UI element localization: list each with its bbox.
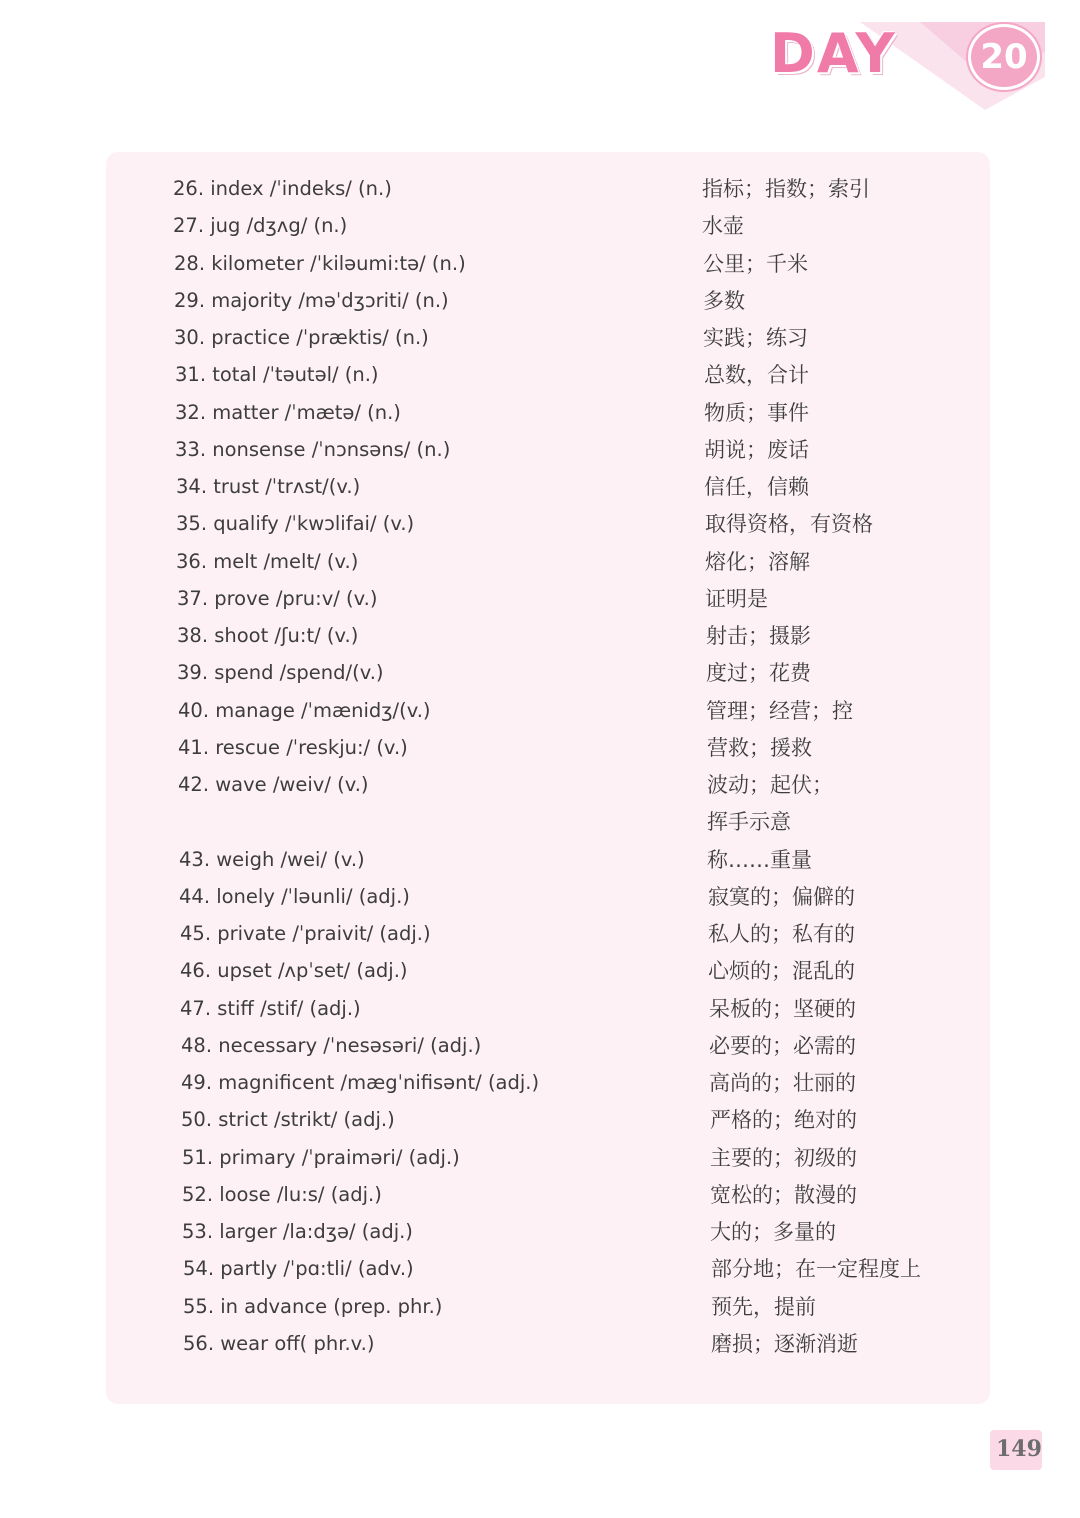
word-entry: 40. manage /ˈmænidʒ/(v.) [178,698,431,722]
word-entry: 38. shoot /ʃu:t/ (v.) [177,624,359,647]
day-number-badge: 20 [968,24,1040,90]
word-meaning: 严格的；绝对的 [710,1108,857,1133]
word-meaning: 预先，提前 [711,1294,816,1319]
word-meaning: 主要的；初级的 [710,1145,857,1170]
list-item [0,211,1080,241]
word-entry: 55. in advance (prep. phr.) [183,1294,443,1318]
list-item [0,286,1080,316]
page-number: 149 [996,1436,1042,1462]
word-meaning: 部分地；在一定程度上 [711,1257,921,1282]
word-meaning: 多数 [703,288,745,313]
word-meaning: 信任，信赖 [704,475,809,499]
list-item [0,509,1080,539]
word-entry: 52. loose /lu:s/ (adj.) [182,1182,382,1206]
word-meaning: 证明是 [705,586,768,611]
list-item [0,435,1080,465]
list-item [0,919,1080,949]
word-entry: 37. prove /pru:v/ (v.) [177,586,378,610]
list-item [0,1329,1080,1359]
word-entry: 39. spend /spend/(v.) [177,661,384,685]
word-meaning: 射击；摄影 [706,624,811,648]
list-item [0,1180,1080,1210]
word-meaning: 胡说；废话 [704,437,809,462]
word-meaning: 公里；千米 [703,251,808,276]
word-meaning: 大的；多量的 [710,1220,836,1244]
word-entry: 31. total /ˈtəutəl/ (n.) [175,363,379,387]
word-meaning: 磨损；逐渐消逝 [711,1331,858,1356]
list-item [0,584,1080,614]
word-entry: 27. jug /dʒʌg/ (n.) [173,214,348,238]
word-entry: 26. index /ˈindeks/ (n.) [173,177,392,200]
word-entry: 50. strict /strikt/ (adj.) [181,1108,395,1132]
word-entry: 48. necessary /ˈnesəsəri/ (adj.) [181,1033,482,1057]
word-meaning: 取得资格，有资格 [705,512,873,537]
word-meaning: 波动；起伏； [707,773,833,797]
word-meaning: 高尚的；壮丽的 [709,1071,856,1095]
word-meaning: 度过；花费 [706,661,811,686]
list-item [0,1292,1080,1322]
word-entry: 44. lonely /ˈləunli/ (adj.) [179,884,410,908]
list-item [0,547,1080,577]
word-entry: 33. nonsense /ˈnɔnsəns/ (n.) [175,437,451,461]
word-entry: 28. kilometer /ˈkiləumi:tə/ (n.) [174,251,466,275]
word-entry: 41. rescue /ˈreskju:/ (v.) [178,735,408,759]
word-meaning: 熔化；溶解 [705,549,810,574]
word-meaning: 寂寞的；偏僻的 [708,884,855,909]
list-item [0,1254,1080,1284]
word-meaning: 营救；援救 [707,735,812,760]
list-item [0,658,1080,688]
word-entry: 46. upset /ʌpˈset/ (adj.) [180,959,408,983]
word-meaning: 指标；指数；索引 [702,177,870,201]
list-item [0,1105,1080,1135]
list-item [0,1068,1080,1098]
word-meaning: 心烦的；混乱的 [708,959,855,984]
list-item [0,174,1080,204]
list-item [0,770,1080,800]
word-entry: 30. practice /ˈpræktis/ (n.) [174,326,429,349]
word-entry: 42. wave /weiv/ (v.) [178,773,369,796]
word-meaning: 私人的；私有的 [708,922,855,946]
list-item [0,323,1080,353]
word-entry: 56. wear off( phr.v.) [183,1331,375,1355]
list-item [0,956,1080,986]
word-meaning: 呆板的；坚硬的 [709,996,856,1021]
word-entry: 43. weigh /wei/ (v.) [179,847,365,871]
list-item [0,398,1080,428]
word-entry: 36. melt /melt/ (v.) [176,549,359,573]
word-meaning: 物质；事件 [704,400,809,425]
word-entry: 32. matter /ˈmætə/ (n.) [175,400,401,424]
word-meaning: 总数，合计 [704,363,809,388]
word-meaning: 宽松的；散漫的 [710,1182,857,1207]
list-item [0,882,1080,912]
word-entry: 54. partly /ˈpɑ:tli/ (adv.) [183,1257,414,1281]
word-meaning: 挥手示意 [707,810,791,835]
word-entry: 29. majority /məˈdʒɔriti/ (n.) [174,288,449,312]
word-meaning: 水壶 [702,214,744,239]
word-entry: 45. private /ˈpraivit/ (adj.) [180,922,431,945]
list-item [0,696,1080,726]
word-entry: 49. magnificent /mægˈnifisənt/ (adj.) [181,1071,540,1094]
list-item [0,1031,1080,1061]
list-item [0,360,1080,390]
word-entry: 47. stiff /stif/ (adj.) [180,996,361,1020]
list-item [0,807,1080,837]
word-meaning: 实践；练习 [703,326,808,350]
word-meaning: 称……重量 [707,847,812,872]
word-meaning: 管理；经营；控 [706,698,853,723]
list-item [0,994,1080,1024]
list-item [0,1143,1080,1173]
list-item [0,1217,1080,1247]
list-item [0,845,1080,875]
word-entry: 51. primary /ˈpraiməri/ (adj.) [182,1145,460,1169]
word-entry: 53. larger /la:dʒə/ (adj.) [182,1220,413,1243]
word-entry: 35. qualify /ˈkwɔlifai/ (v.) [176,512,415,536]
list-item [0,621,1080,651]
list-item [0,733,1080,763]
day-label: DAY [770,22,897,85]
word-entry: 34. trust /ˈtrʌst/(v.) [176,475,361,498]
list-item [0,249,1080,279]
word-meaning: 必要的；必需的 [709,1033,856,1058]
list-item [0,472,1080,502]
